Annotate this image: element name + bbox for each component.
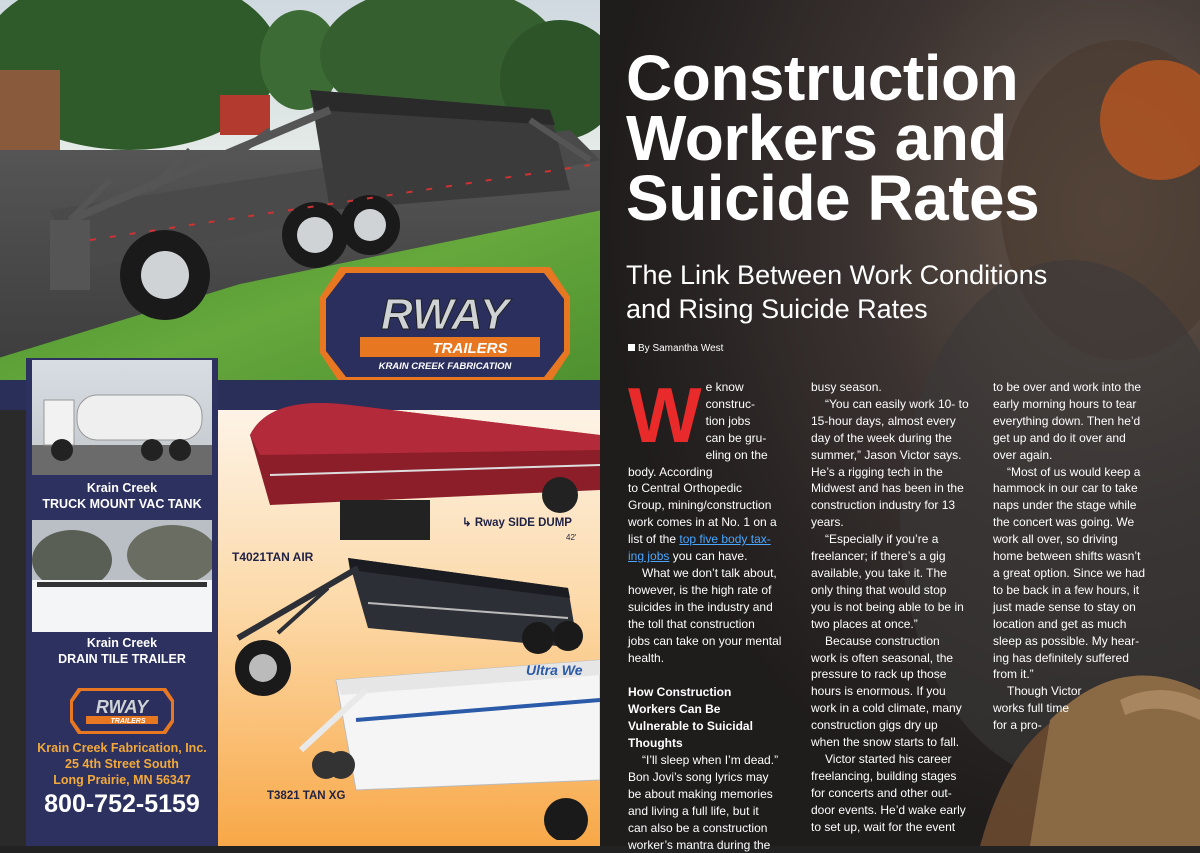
svg-text:RWAY: RWAY	[95, 697, 149, 717]
top-five-body-taxing-jobs-link[interactable]: top five body tax- ing jobs	[628, 532, 771, 564]
col2-paragraph-2: “You can easily work 10- to 15-hour days, almost every day of the week during the summer,” Jason Victor says. He’s a rigging tech in the Midwest and has been in the construction industry for 13 years.	[811, 396, 969, 530]
company-name: Krain Creek Fabrication, Inc.	[37, 741, 207, 755]
col2-paragraph-1: busy season.	[811, 380, 882, 394]
rway-logo	[320, 267, 570, 383]
col3-paragraph-1: to be over and work into the early morning hours to tear everything down. Then he’d get up and do it over and over again.	[993, 380, 1142, 462]
byline-square-icon	[628, 344, 635, 351]
col2-paragraph-3: “Especially if you’re a freelancer; if there’s a gig available, you take it. The only thing that would stop you is not being able to be in two places at once.”	[811, 532, 964, 631]
trailer-label-t3821: T3821 TAN XG	[267, 790, 346, 802]
article-byline: By Samantha West	[628, 343, 723, 354]
col1-paragraph-3: “I’ll sleep when I’m dead.” Bon Jovi’s song lyrics may be about making memories and living a full life, but it can also be a construction worker’s mantra during the	[628, 753, 779, 852]
rway-logo-tag: KRAIN CREEK FABRICATION	[378, 361, 512, 372]
section-heading: How Construction Workers Can Be Vulnerable to Suicidal Thoughts	[628, 685, 753, 751]
company-phone: 800-752-5159	[44, 790, 200, 818]
drop-cap: W	[628, 371, 702, 459]
article-column-2	[811, 379, 973, 835]
sidebar-caption-vac-tank: Krain Creek TRUCK MOUNT VAC TANK	[42, 481, 202, 511]
vac-tank-truck-photo	[32, 360, 212, 475]
article-column-3	[993, 379, 1155, 734]
col2-paragraph-4: Because construction work is often seasonal, the pressure to rack up those hours is enormous. If you work in a cold climate, many construction gigs dry up when the snow starts to fall.	[811, 633, 962, 750]
article-column-1	[628, 371, 790, 853]
side-dump-trailer	[230, 395, 600, 555]
rway-logo-sub: TRAILERS	[432, 340, 508, 357]
ultra-text: Ultra We	[526, 662, 583, 678]
advertisement-page	[0, 0, 600, 846]
article-title: Construction Workers and Suicide Rates	[626, 42, 1040, 234]
svg-text:TRAILERS: TRAILERS	[110, 718, 146, 725]
rway-small-logo	[70, 688, 174, 734]
trailer-label-side-dump: ↳ Rway SIDE DUMP	[462, 517, 572, 529]
trailer-label-t4021: T4021TAN AIR	[232, 550, 314, 564]
company-street: 25 4th Street South	[65, 757, 179, 771]
t3821-trailer	[296, 640, 600, 840]
col1-paragraph-2: What we don’t talk about, however, is the high rate of suicides in the industry and the toll that construction jobs can take on your mental health.	[628, 565, 782, 665]
col3-paragraph-2: “Most of us would keep a hammock in our car to take naps under the stage while the concert was going. We work all over, so driving home between shifts wasn’t a great option. Since we had to be back in a few hours, it just made sense to stay on location and get as much sleep as possible. My hear- ing has definitely suffered from it.”	[993, 464, 1146, 682]
ad-sidebar	[26, 358, 218, 846]
col3-paragraph-3: Though Victor works full time for a pro-	[993, 684, 1082, 733]
col1-paragraph-1: e know construc- tion jobs can be gru- eling on the body. According to Central Orthopedic Group, mining/construction work comes in at No. 1 on a list of the top five body tax- ing jobs you can have.	[628, 380, 777, 564]
rway-logo-main: RWAY	[381, 290, 509, 339]
sidebar-caption-drain-tile: Krain Creek DRAIN TILE TRAILER	[58, 636, 186, 666]
trailer-size-side-dump: 42'	[566, 533, 577, 542]
drain-tile-trailer-photo	[32, 520, 212, 632]
article-subtitle: The Link Between Work Conditions and Rising Suicide Rates	[626, 260, 1048, 324]
col2-paragraph-5: Victor started his career freelancing, building stages for concerts and other out- door events. He’d wake early to set up, wait for the event	[811, 751, 966, 834]
company-city: Long Prairie, MN 56347	[53, 773, 191, 787]
